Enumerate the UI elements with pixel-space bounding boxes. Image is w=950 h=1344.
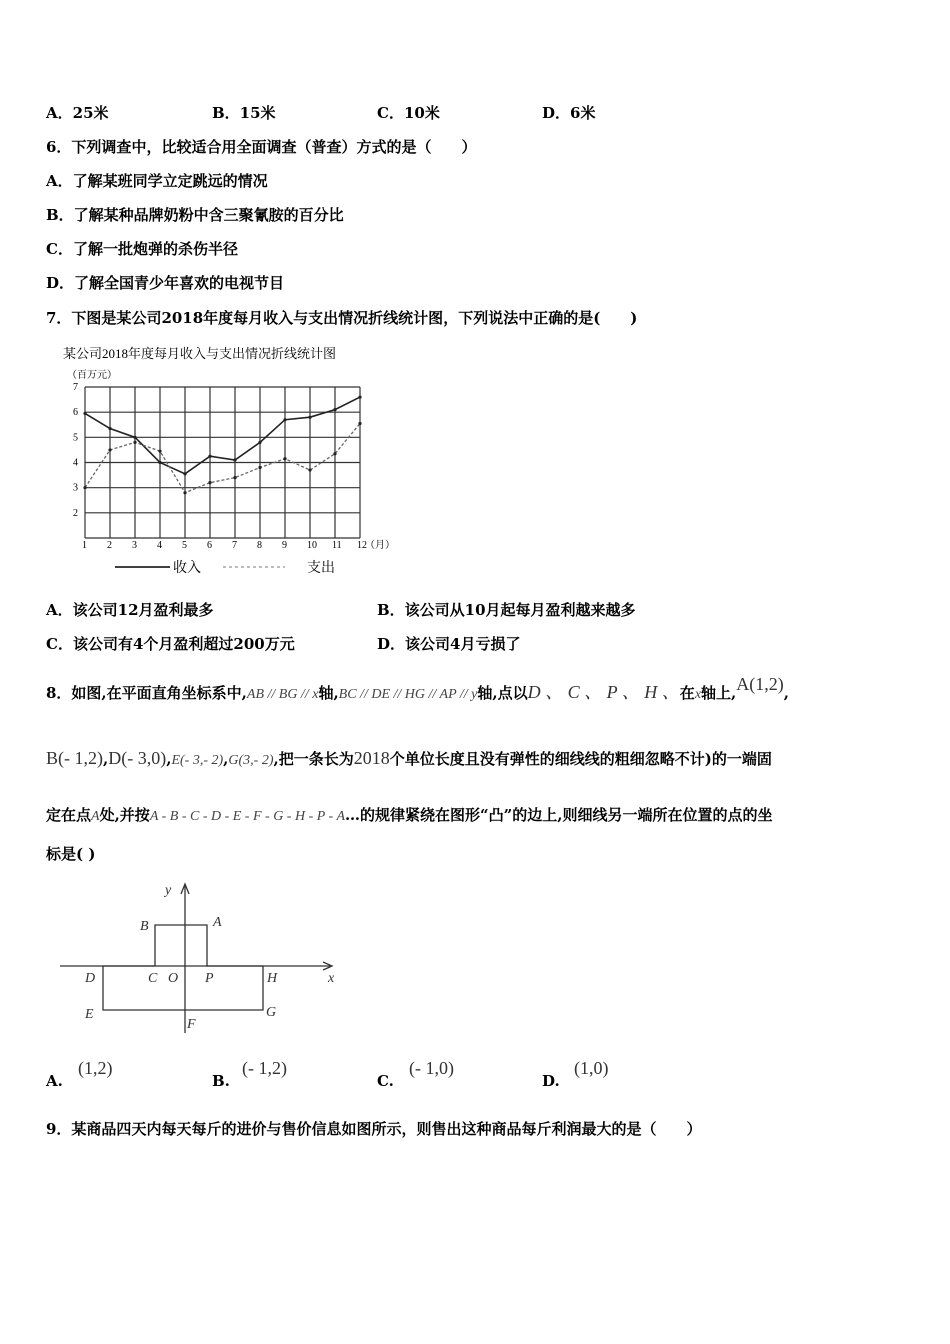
q8-math: BC // DE // HG // AP // y bbox=[338, 687, 478, 702]
q7-option-d: D．该公司4月亏损了 bbox=[377, 635, 521, 653]
data-point bbox=[158, 450, 161, 453]
q8-text: 轴,点以 bbox=[477, 684, 528, 702]
legend-expense: 支出 bbox=[307, 561, 335, 576]
label-p: P bbox=[205, 971, 214, 986]
x-tick-label: 3 bbox=[132, 540, 137, 551]
data-point bbox=[208, 455, 211, 458]
q8-text: 轴, bbox=[318, 684, 339, 702]
y-tick-label: 5 bbox=[73, 432, 78, 444]
q8-line-2 bbox=[46, 748, 772, 769]
chart-ylabel: （百万元） bbox=[67, 370, 117, 381]
q8-math: D(- 3,0) bbox=[108, 748, 167, 768]
q7-option-b: B．该公司从10月起每月盈利越来越多 bbox=[377, 601, 636, 619]
q8-option-d-value: (1,0) bbox=[574, 1058, 609, 1078]
q6-stem: 6．下列调查中，比较适合用全面调查（普查）方式的是（ ） bbox=[46, 138, 477, 156]
x-tick-label: 10 bbox=[307, 540, 317, 551]
y-tick-label: 2 bbox=[73, 507, 78, 519]
q8-option-b-value: (- 1,2) bbox=[242, 1058, 287, 1078]
q8-option-c-letter: C. bbox=[377, 1072, 394, 1090]
q8-option-a-letter: A. bbox=[46, 1072, 63, 1090]
label-e: E bbox=[85, 1007, 94, 1022]
q8-option-b-letter: B. bbox=[212, 1072, 230, 1090]
q8-math: A(1,2) bbox=[736, 674, 784, 694]
q8-text: 个单位长度且没有弹性的细线线的粗细忽略不计)的一端固 bbox=[389, 750, 772, 768]
q8-math: B(- 1,2) bbox=[46, 748, 103, 768]
data-point bbox=[133, 436, 136, 439]
convex-figure-diagram bbox=[55, 878, 355, 1038]
q8-option-c-value: (- 1,0) bbox=[409, 1058, 454, 1078]
label-x: x bbox=[328, 971, 335, 986]
data-point bbox=[108, 427, 111, 430]
data-point bbox=[83, 412, 86, 415]
label-g: G bbox=[266, 1005, 277, 1020]
x-tick-label: 4 bbox=[157, 540, 162, 551]
q8-text: 处,并按 bbox=[99, 806, 150, 824]
legend-income: 收入 bbox=[173, 561, 201, 576]
label-f: F bbox=[187, 1017, 196, 1032]
label-h: H bbox=[267, 971, 278, 986]
convex-shape bbox=[103, 925, 263, 1010]
q8-math: AB // BG // x bbox=[246, 687, 319, 702]
q5-option-a: A．25米 bbox=[46, 104, 109, 122]
data-point bbox=[133, 441, 136, 444]
data-point bbox=[283, 418, 286, 421]
data-point bbox=[158, 461, 161, 464]
data-point bbox=[308, 468, 311, 471]
data-point bbox=[183, 472, 186, 475]
data-point bbox=[358, 395, 361, 398]
data-point bbox=[283, 457, 286, 460]
q8-text: , bbox=[783, 684, 789, 702]
y-tick-label: 7 bbox=[73, 382, 78, 393]
q6-option-c: C．了解一批炮弹的杀伤半径 bbox=[46, 240, 238, 258]
q5-option-b: B．15米 bbox=[212, 104, 276, 122]
q8-text: , bbox=[223, 750, 229, 768]
chart-title: 某公司2018年度每月收入与支出情况折线统计图 bbox=[63, 346, 337, 361]
q8-math: G(3,- 2) bbox=[228, 753, 274, 768]
y-tick-label: 4 bbox=[73, 457, 78, 469]
q8-text: 定在点 bbox=[46, 806, 92, 824]
x-tick-label: 12 bbox=[357, 540, 367, 551]
q8-math: D 、 C 、 P 、 H 、 bbox=[527, 682, 680, 702]
x-tick-label: 1 bbox=[82, 540, 87, 551]
q8-line-3 bbox=[46, 804, 772, 825]
q8-text: 8．如图,在平面直角坐标系中, bbox=[46, 684, 247, 702]
q8-math: 2018 bbox=[353, 748, 390, 768]
q9-stem: 9．某商品四天内每天每斤的进价与售价信息如图所示，则售出这种商品每斤利润最大的是（ ） bbox=[46, 1120, 702, 1138]
q7-stem: 7．下图是某公司2018年度每月收入与支出情况折线统计图，下列说法中正确的是( ) bbox=[46, 309, 638, 327]
q7-option-a: A．该公司12月盈利最多 bbox=[46, 601, 214, 619]
q8-math: x bbox=[694, 687, 702, 702]
label-a: A bbox=[213, 915, 222, 930]
q8-option-d-letter: D. bbox=[542, 1072, 560, 1090]
label-b: B bbox=[140, 919, 149, 934]
q8-text: …的规律紧绕在图形“凸”的边上,则细线另一端所在位置的点的坐 bbox=[345, 806, 773, 824]
data-point bbox=[308, 416, 311, 419]
q6-option-b: B．了解某种品牌奶粉中含三聚氰胺的百分比 bbox=[46, 206, 344, 224]
x-tick-label: 6 bbox=[207, 540, 212, 551]
data-point bbox=[258, 441, 261, 444]
data-point bbox=[83, 486, 86, 489]
data-point bbox=[108, 448, 111, 451]
q8-text: 在 bbox=[679, 684, 695, 702]
q5-option-d: D．6米 bbox=[542, 104, 596, 122]
x-tick-label: 5 bbox=[182, 540, 187, 551]
q8-text: 轴上, bbox=[701, 684, 737, 702]
q8-math: A bbox=[91, 809, 100, 824]
y-tick-label: 6 bbox=[73, 407, 78, 419]
label-o: O bbox=[168, 971, 179, 986]
data-point bbox=[183, 491, 186, 494]
q8-text: , bbox=[166, 750, 172, 768]
label-d: D bbox=[85, 971, 96, 986]
chart-xlabel: （月） bbox=[365, 540, 395, 551]
q8-math: A - B - C - D - E - F - G - H - P - A bbox=[149, 809, 345, 824]
data-point bbox=[233, 476, 236, 479]
data-point bbox=[333, 408, 336, 411]
label-y: y bbox=[165, 883, 172, 898]
q8-line-4: 标是( ) bbox=[46, 845, 96, 863]
q8-line-1 bbox=[46, 674, 789, 704]
data-point bbox=[358, 422, 361, 425]
x-tick-label: 2 bbox=[107, 540, 112, 551]
q8-text: ,把一条长为 bbox=[273, 750, 354, 768]
x-tick-label: 8 bbox=[257, 540, 262, 551]
q5-option-c: C．10米 bbox=[377, 104, 440, 122]
label-c: C bbox=[148, 971, 158, 986]
x-tick-label: 7 bbox=[232, 540, 237, 551]
q8-option-a-value: (1,2) bbox=[78, 1058, 113, 1078]
q7-option-c: C．该公司有4个月盈利超过200万元 bbox=[46, 635, 295, 653]
data-point bbox=[233, 458, 236, 461]
data-point bbox=[258, 466, 261, 469]
q6-option-d: D．了解全国青少年喜欢的电视节目 bbox=[46, 274, 285, 292]
data-point bbox=[208, 481, 211, 484]
line-chart bbox=[55, 340, 415, 580]
q6-option-a: A．了解某班同学立定跳远的情况 bbox=[46, 172, 268, 190]
data-point bbox=[333, 452, 336, 455]
q8-text: , bbox=[103, 750, 109, 768]
y-tick-label: 3 bbox=[73, 482, 78, 494]
q8-math: E(- 3,- 2) bbox=[171, 753, 224, 768]
x-tick-label: 11 bbox=[332, 540, 342, 551]
x-tick-label: 9 bbox=[282, 540, 287, 551]
